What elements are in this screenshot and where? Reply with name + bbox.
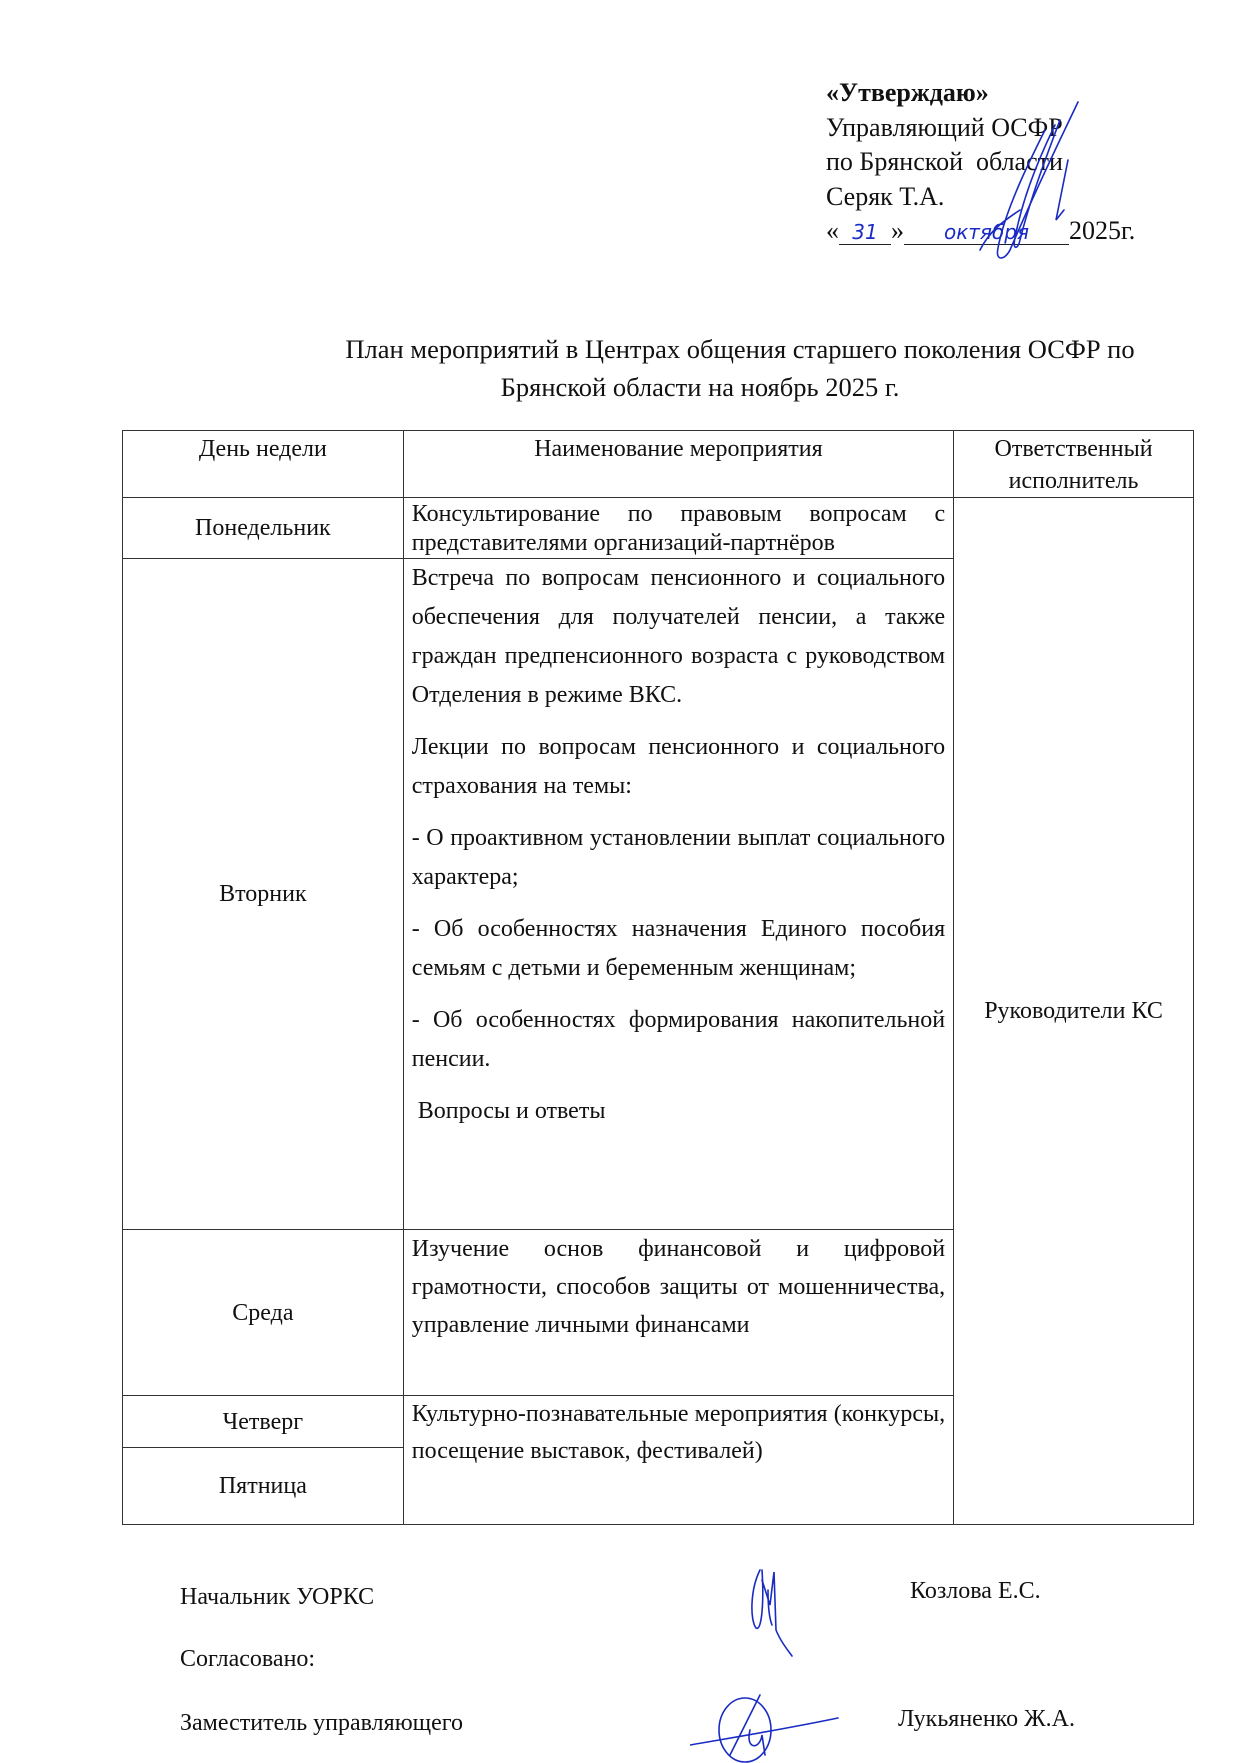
responsible-cell: Руководители КС bbox=[954, 498, 1194, 1525]
date-open-quote: « bbox=[826, 216, 839, 245]
deputy-signature-icon bbox=[690, 1690, 840, 1763]
deputy-title: Заместитель управляющего bbox=[180, 1710, 463, 1736]
date-year: 2025г. bbox=[1069, 216, 1136, 245]
plan-table bbox=[122, 430, 1194, 1525]
activity-cell bbox=[403, 498, 953, 559]
activity-text: Культурно-познавательные мероприятия (конкурсы, посещение выставок, фестивалей) bbox=[411, 1401, 946, 1464]
document-title bbox=[200, 330, 1200, 406]
activity-text: - Об особенностях формирования накопительной пенсии. bbox=[411, 1007, 946, 1072]
activity-text: - Об особенностях назначения Единого пособия семьям с детьми и беременным женщинам; bbox=[411, 916, 946, 981]
approver-signature-icon bbox=[960, 100, 1080, 270]
activity-cell bbox=[403, 559, 953, 1230]
date-day: 31 bbox=[839, 220, 891, 245]
activity-cell bbox=[403, 1230, 953, 1396]
approval-title: «Утверждаю» bbox=[826, 78, 989, 107]
day-cell: Пятница bbox=[123, 1448, 404, 1525]
document-title-line1: План мероприятий в Центрах общения старшего поколения ОСФР по bbox=[345, 334, 1135, 364]
table-header-row bbox=[123, 431, 1194, 498]
header-activity: Наименование мероприятия bbox=[403, 431, 953, 498]
activity-text: Изучение основ финансовой и цифровой грамотности, способов защиты от мошенничества, управление личными финансами bbox=[411, 1236, 946, 1338]
day-cell: Среда bbox=[123, 1230, 404, 1396]
header-day: День недели bbox=[123, 431, 404, 498]
date-close-quote: » bbox=[891, 216, 904, 245]
activity-text: Вопросы и ответы bbox=[411, 1098, 606, 1124]
activity-cell bbox=[403, 1396, 953, 1525]
agreed-label: Согласовано: bbox=[180, 1646, 316, 1672]
table-row bbox=[123, 498, 1194, 559]
activity-text: - О проактивном установлении выплат социального характера; bbox=[411, 825, 946, 890]
day-cell: Вторник bbox=[123, 559, 404, 1230]
day-cell: Понедельник bbox=[123, 498, 404, 559]
activity-text: Консультирование по правовым вопросам с представителями организаций-партнёров bbox=[411, 501, 946, 556]
approver-position-line1: Управляющий ОСФР bbox=[826, 112, 1063, 142]
activity-text: Лекции по вопросам пенсионного и социального страхования на темы: bbox=[411, 734, 946, 799]
day-cell: Четверг bbox=[123, 1396, 404, 1448]
activity-text: Встреча по вопросам пенсионного и социального обеспечения для получателей пенсии, а также граждан предпенсионного возраста с руководством Отделения в режиме ВКС. bbox=[411, 565, 946, 708]
header-responsible: Ответственный исполнитель bbox=[954, 431, 1194, 498]
head-signature-icon bbox=[748, 1560, 818, 1660]
head-title: Начальник УОРКС bbox=[180, 1584, 375, 1610]
approver-name: Серяк Т.А. bbox=[826, 181, 945, 211]
deputy-name: Лукьяненко Ж.А. bbox=[898, 1706, 1075, 1732]
date-month: октября bbox=[904, 220, 1069, 245]
head-name: Козлова Е.С. bbox=[910, 1578, 1041, 1604]
approver-position-line2: по Брянской области bbox=[826, 147, 1063, 176]
document-title-line2: Брянской области на ноябрь 2025 г. bbox=[500, 372, 900, 402]
